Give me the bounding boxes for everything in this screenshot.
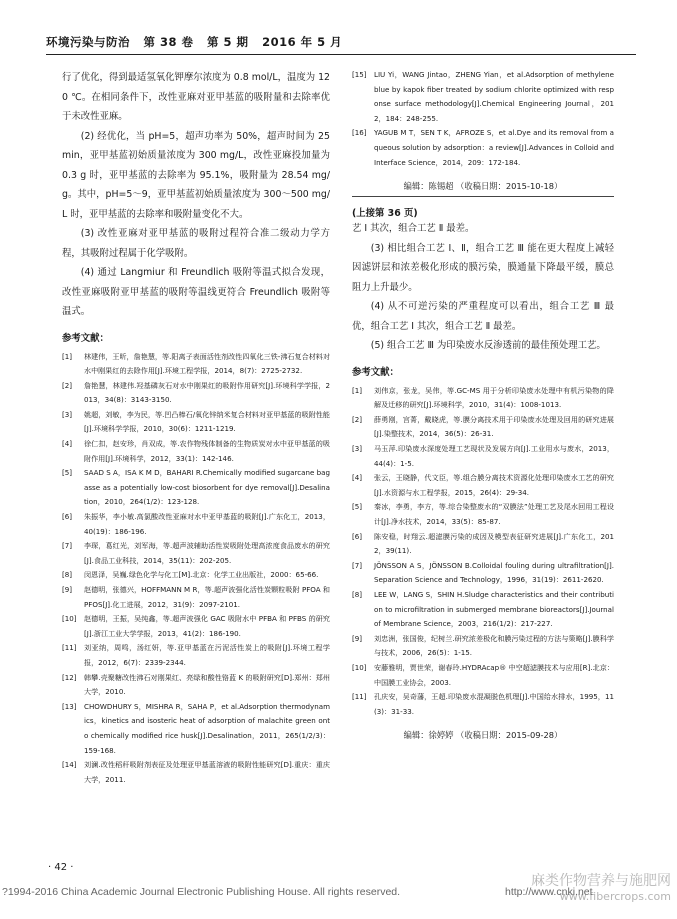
reference-item bbox=[352, 384, 614, 413]
reference-number: [13] bbox=[62, 701, 77, 711]
reference-number: [5] bbox=[62, 468, 73, 478]
reference-text: CHOWDHURY S，MISHRA R，SAHA P，et al.Adsorption thermodynamics，kinetics and isosteric heat of adsorption of malachite green onto chemically modified rice husk[J].Desalination，2011，265(1/2/3)：159-168. bbox=[84, 701, 330, 755]
reference-number: [10] bbox=[352, 662, 367, 672]
reference-item bbox=[352, 471, 614, 500]
volume-label: 第 38 卷 bbox=[143, 35, 194, 49]
reference-item bbox=[62, 641, 330, 670]
conclusion-paragraph: (2) 经优化，当 pH=5，超声功率为 50%，超声时间为 25 min，亚甲基蓝初始质量浓度为 300 mg/L，改性亚麻投加量为 0.3 g 时，亚甲基蓝的去除率为 95.1%，吸附量为 28.54 mg/g。其中，pH=5～9，亚甲基蓝初始质量浓度为 300～500 mg/L 时，亚甲基蓝的去除率和吸附量变化不大。 bbox=[62, 130, 330, 220]
conclusion-paragraph: (4) 从不可逆污染的严重程度可以看出，组合工艺 Ⅲ 最优，组合工艺 Ⅰ 其次，组合工艺 Ⅱ 最差。 bbox=[352, 301, 614, 332]
reference-text: 韩攀.壳聚糖改性沸石对刚果红、亮绿和酸性铬蓝 K 的吸附研究[D].郑州：郑州大学，2010. bbox=[84, 672, 330, 697]
reference-item bbox=[352, 126, 614, 170]
reference-number: [7] bbox=[352, 560, 363, 570]
conclusion-paragraph: (4) 通过 Langmiur 和 Freundlich 吸附等温式拟合发现，改性亚麻吸附亚甲基蓝的吸附等温线更符合 Freundlich 吸附等温式。 bbox=[62, 267, 330, 317]
right-column bbox=[352, 68, 614, 745]
reference-text: 刘伟京，张龙，吴伟，等.GC-MS 用于分析印染废水处理中有机污染物的降解及迁移的研究[J].环境科学，2010，31(4)：1008-1013. bbox=[374, 385, 614, 410]
references-heading: 参考文献： bbox=[62, 332, 109, 344]
reference-list bbox=[352, 384, 614, 720]
reference-number: [5] bbox=[352, 502, 363, 512]
reference-text: 刘澜.改性稻秆吸附剂表征及处理亚甲基蓝溶液的吸附性能研究[D].重庆：重庆大学，2011. bbox=[84, 760, 330, 784]
reference-text: 安藤雅明，贾世荣，谢春玲.HYDRAcap® 中空超滤膜技术与应用[R].北京：中国膜工业协会，2003. bbox=[374, 662, 614, 687]
reference-item bbox=[352, 690, 614, 719]
journal-name: 环境污染与防治 bbox=[46, 35, 130, 49]
reference-text: 赵德明，张德兴，HOFFMANN M R，等.超声波强化活性炭颗粒吸附 PFOA 和 PFOS[J].化工进展，2012，31(9)：2097-2101. bbox=[84, 585, 330, 609]
reference-number: [6] bbox=[62, 512, 73, 522]
cnki-link[interactable]: http://www.cnki.net bbox=[505, 886, 593, 898]
reference-number: [11] bbox=[352, 692, 367, 702]
reference-item bbox=[62, 510, 330, 539]
reference-text: YAGUB M T，SEN T K，AFROZE S，et al.Dye and its removal from aqueous solution by adsorption：a review[J].Advances in Colloid and Interface Science，2014，209：172-184. bbox=[374, 128, 614, 167]
conclusion-paragraph: (5) 组合工艺 Ⅲ 为印染废水反渗透前的最佳预处理工艺。 bbox=[370, 340, 606, 352]
reference-number: [11] bbox=[62, 643, 77, 653]
issue-label: 第 5 期 bbox=[207, 35, 249, 49]
reference-number: [8] bbox=[62, 570, 73, 580]
watermark-title: 麻类作物营养与施肥网 bbox=[531, 873, 671, 889]
header-divider bbox=[46, 54, 636, 55]
reference-item bbox=[62, 437, 330, 466]
reference-text: LEE W，LANG S，SHIN H.Sludge characteristics and their contribution to microfiltration in submerged membrane bioreactors[J].Journal of Membrane Science，2003，216(1/2)：217-227. bbox=[374, 589, 614, 629]
reference-number: [9] bbox=[62, 585, 73, 594]
reference-number: [7] bbox=[62, 541, 73, 551]
conclusion-paragraph: 艺 Ⅰ 其次，组合工艺 Ⅱ 最差。 bbox=[352, 223, 475, 235]
reference-number: [9] bbox=[352, 633, 363, 643]
reference-text: 秦冰，李勇，李方，等.综合染整废水的“双膜法”处理工艺及尾水回用工程设计[J].净水技术，2014，33(5)：85-87. bbox=[374, 502, 614, 526]
reference-list bbox=[352, 68, 614, 170]
reference-number: [1] bbox=[352, 385, 363, 395]
reference-list bbox=[62, 350, 330, 788]
reference-text: 赵德明，王振，吴纯鑫，等.超声波强化 GAC 吸附水中 PFBA 和 PFBS 的研究[J].浙江工业大学学报，2013，41(2)：186-190. bbox=[84, 614, 330, 638]
site-watermark bbox=[499, 870, 671, 912]
reference-text: 闵恩泽，吴巍.绿色化学与化工[M].北京：化学工业出版社，2000：65-66. bbox=[84, 570, 319, 580]
reference-item bbox=[352, 68, 614, 126]
reference-number: [6] bbox=[352, 531, 363, 541]
reference-item bbox=[352, 559, 614, 588]
reference-item bbox=[352, 661, 614, 690]
watermark-url: www.fibercrops.com bbox=[559, 890, 671, 903]
reference-number: [4] bbox=[62, 439, 73, 449]
reference-number: [3] bbox=[62, 409, 73, 419]
reference-item bbox=[62, 700, 330, 758]
reference-item bbox=[62, 758, 330, 787]
reference-item bbox=[62, 350, 330, 379]
conclusion-paragraph: 行了优化，得到最适氢氧化钾摩尔浓度为 0.8 mol/L，温度为 120 ℃。在相同条件下，改性亚麻对亚甲基蓝的吸附量和去除率优于未改性亚麻。 bbox=[62, 72, 330, 122]
reference-number: [15] bbox=[352, 70, 367, 79]
reference-text: 徐仁扣，赵安珍，肖双成，等.农作物残体制备的生物质炭对水中亚甲基蓝的吸附作用[J].环境科学，2012，33(1)：142-146. bbox=[84, 439, 330, 463]
reference-text: 马玉萍.印染废水深度处理工艺现状及发展方向[J].工业用水与废水，2013，44(4)：1-5. bbox=[374, 444, 614, 468]
reference-text: SAAD S A，ISA K M D，BAHARI R.Chemically modified sugarcane bagasse as a potentially low-cost biosorbent for dye removal[J].Desalination，2010，264(1/2)：123-128. bbox=[84, 468, 330, 507]
reference-text: LIU Yi，WANG Jintao，ZHENG Yian，et al.Adsorption of methylene blue by kapok fiber treated by sodium chlorite optimized with response surface methodology[J].Chemical Engineering Journal，2012，184：248-255. bbox=[374, 70, 614, 123]
editor-note: 编辑：徐婷婷 （收稿日期：2015-09-28） bbox=[403, 730, 563, 741]
reference-number: [1] bbox=[62, 351, 73, 361]
conclusion-paragraph: (3) 改性亚麻对亚甲基蓝的吸附过程符合准二级动力学方程，其吸附过程属于化学吸附。 bbox=[62, 228, 330, 259]
reference-text: 朱振华，李小敏.高氯酸改性亚麻对水中亚甲基蓝的吸附[J].广东化工，2013，40(19)：186-196. bbox=[84, 512, 330, 536]
reference-item bbox=[352, 588, 614, 632]
reference-item bbox=[62, 466, 330, 510]
reference-number: [3] bbox=[352, 444, 363, 454]
reference-item bbox=[62, 379, 330, 408]
reference-item bbox=[62, 671, 330, 700]
reference-number: [2] bbox=[352, 414, 363, 424]
reference-item bbox=[352, 530, 614, 559]
reference-text: 刘忠洲，张国俊，纪树兰.研究浓差极化和膜污染过程的方法与策略[J].膜科学与技术，2006，26(5)：1-15. bbox=[374, 633, 614, 658]
reference-item bbox=[352, 442, 614, 471]
conclusion-paragraph: (3) 相比组合工艺 Ⅰ、Ⅱ，组合工艺 Ⅲ 能在更大程度上减轻因滤饼层和浓差极化形成的膜污染，膜通量下降最平缓，膜总阻力上升最少。 bbox=[352, 242, 614, 293]
reference-text: 林建伟，王昕，詹艳慧，等.阳离子表面活性剂改性四氧化三铁-沸石复合材料对水中刚果红的去除作用[J].环境工程学报，2014，8(7)：2725-2732. bbox=[84, 351, 330, 376]
reference-text: 薛勇刚，宫菁，戴晓虎，等.膜分离技术用于印染废水处理及回用的研究进展[J].染整技术，2014，36(5)：26-31. bbox=[374, 414, 614, 439]
reference-text: 陈安稳，时翔云.超滤膜污染的成因及模型表征研究进展[J].广东化工，2012，39(11). bbox=[374, 531, 614, 556]
journal-header bbox=[46, 34, 636, 50]
reference-item bbox=[62, 539, 330, 568]
reference-item bbox=[352, 413, 614, 442]
reference-number: [8] bbox=[352, 589, 363, 599]
editor-note: 编辑：陈锡超 （收稿日期：2015-10-18） bbox=[403, 181, 563, 192]
reference-text: 姚超，刘敏，李为民，等.凹凸棒石/氧化锌纳米复合材料对亚甲基蓝的吸附性能[J].环境科学学报，2010，30(6)：1211-1219. bbox=[84, 409, 330, 434]
reference-text: 张云，王晓静，代文臣，等.组合膜分离技术资源化处理印染废水工艺的研究[J].水资源与水工程学报，2015，26(4)：29-34. bbox=[374, 473, 614, 497]
left-column bbox=[62, 68, 330, 787]
copyright-text: ?1994-2016 China Academic Journal Electronic Publishing House. All rights reserved. bbox=[2, 886, 401, 898]
reference-item bbox=[62, 612, 330, 641]
reference-number: [16] bbox=[352, 128, 367, 138]
reference-number: [4] bbox=[352, 473, 363, 483]
reference-number: [2] bbox=[62, 380, 73, 390]
reference-text: 詹艳慧，林建伟.羟基磷灰石对水中刚果红的吸附作用研究[J].环境科学学报，2013，34(8)：3143-3150. bbox=[84, 380, 330, 405]
continued-from-label: (上接第 36 页) bbox=[352, 208, 418, 220]
reference-item bbox=[352, 500, 614, 529]
reference-text: JÖNSSON A S，JÖNSSON B.Colloidal fouling during ultrafiltration[J].Separation Science and Technology，1996，31(19)：2611-2620. bbox=[374, 560, 614, 585]
reference-text: 刘亚纳，周鸣，汤红妍，等.亚甲基蓝在污泥活性炭上的吸附[J].环境工程学报，2012，6(7)：2339-2344. bbox=[84, 643, 330, 667]
section-divider bbox=[352, 196, 614, 197]
reference-number: [12] bbox=[62, 672, 77, 682]
reference-item bbox=[352, 632, 614, 661]
reference-number: [14] bbox=[62, 760, 77, 770]
references-heading: 参考文献： bbox=[352, 366, 399, 378]
reference-text: 李琛，葛红光，刘军海，等.超声波辅助活性炭吸附处理高浓度食品废水的研究[J].食品工业科技，2014，35(11)：202-205. bbox=[84, 541, 330, 565]
reference-text: 孔庆安，吴奇藩，王超.印染废水混凝脱色机理[J].中国给水排水，1995，11(3)：31-33. bbox=[374, 692, 614, 716]
reference-number: [10] bbox=[62, 614, 77, 624]
date-label: 2016 年 5 月 bbox=[262, 35, 343, 49]
reference-item bbox=[62, 568, 330, 583]
reference-item bbox=[62, 408, 330, 437]
page-number: · 42 · bbox=[48, 862, 74, 873]
reference-item bbox=[62, 583, 330, 612]
